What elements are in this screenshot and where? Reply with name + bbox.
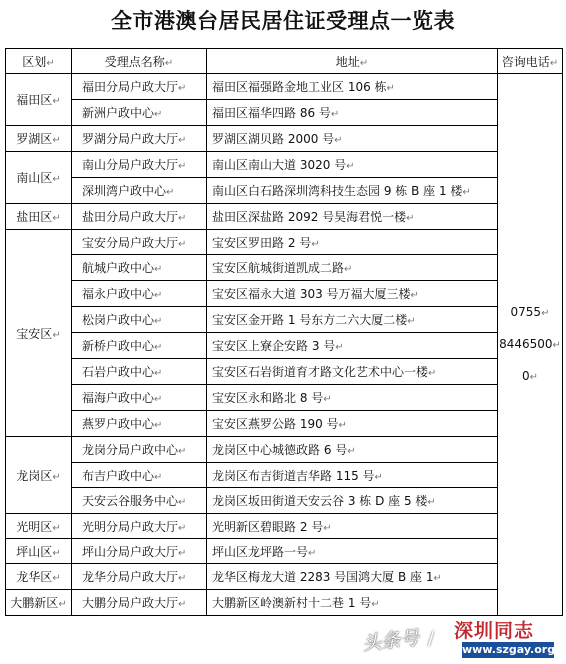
table-row xyxy=(6,100,563,126)
table-row xyxy=(6,152,563,178)
office-cell: 燕罗户政中心↵ xyxy=(72,411,207,437)
address-cell: 宝安区石岩街道育才路文化艺术中心一楼↵ xyxy=(207,359,498,385)
office-cell: 坪山分局户政大厅↵ xyxy=(72,539,207,564)
table-row xyxy=(6,74,563,100)
watermark-url: www.szgay.org xyxy=(462,643,556,656)
district-cell: 福田区↵ xyxy=(6,74,72,126)
address-cell: 福田区福强路金地工业区 106 栋↵ xyxy=(207,74,498,100)
address-cell: 罗湖区湖贝路 2000 号↵ xyxy=(207,126,498,152)
table-row xyxy=(6,230,563,255)
office-cell: 宝安分局户政大厅↵ xyxy=(72,230,207,255)
address-cell: 南山区白石路深圳湾科技生态园 9 栋 B 座 1 楼↵ xyxy=(207,178,498,204)
table-row xyxy=(6,178,563,204)
office-cell: 航城户政中心↵ xyxy=(72,255,207,281)
office-cell: 松岗户政中心↵ xyxy=(72,307,207,333)
address-cell: 宝安区上寮企安路 3 号↵ xyxy=(207,333,498,359)
address-cell: 坪山区龙坪路一号↵ xyxy=(207,539,498,564)
header-district: 区划↵ xyxy=(6,49,72,74)
address-cell: 宝安区罗田路 2 号↵ xyxy=(207,230,498,255)
phone-cell xyxy=(498,74,563,616)
office-cell: 布吉户政中心↵ xyxy=(72,463,207,488)
district-cell: 龙岗区↵ xyxy=(6,437,72,514)
phone-line: 0755↵ xyxy=(510,304,550,319)
office-cell: 南山分局户政大厅↵ xyxy=(72,152,207,178)
address-cell: 大鹏新区岭澳新村十二巷 1 号↵ xyxy=(207,590,498,616)
table-row xyxy=(6,307,563,333)
office-cell: 石岩户政中心↵ xyxy=(72,359,207,385)
watermark-name: 深圳同志 xyxy=(454,620,535,642)
district-cell: 大鹏新区↵ xyxy=(6,590,72,616)
header-address: 地址↵ xyxy=(207,49,498,74)
table-row xyxy=(6,204,563,230)
district-cell: 南山区↵ xyxy=(6,152,72,204)
district-cell: 龙华区↵ xyxy=(6,564,72,590)
address-cell: 宝安区金开路 1 号东方二六大厦二楼↵ xyxy=(207,307,498,333)
address-cell: 龙岗区坂田街道天安云谷 3 栋 D 座 5 楼↵ xyxy=(207,488,498,514)
address-cell: 南山区南山大道 3020 号↵ xyxy=(207,152,498,178)
address-cell: 龙岗区中心城德政路 6 号↵ xyxy=(207,437,498,463)
office-cell: 福永户政中心↵ xyxy=(72,281,207,307)
office-cell: 深圳湾户政中心↵ xyxy=(72,178,207,204)
table-row xyxy=(6,126,563,152)
office-cell: 天安云谷服务中心↵ xyxy=(72,488,207,514)
address-cell: 宝安区航城街道凯成二路↵ xyxy=(207,255,498,281)
office-cell: 盐田分局户政大厅↵ xyxy=(72,204,207,230)
office-cell: 新洲户政中心↵ xyxy=(72,100,207,126)
table-row xyxy=(6,333,563,359)
district-cell: 坪山区↵ xyxy=(6,539,72,564)
office-cell: 新桥户政中心↵ xyxy=(72,333,207,359)
address-cell: 光明新区碧眼路 2 号↵ xyxy=(207,514,498,539)
office-cell: 光明分局户政大厅↵ xyxy=(72,514,207,539)
table-row xyxy=(6,488,563,514)
page-title: 全市港澳台居民居住证受理点一览表 xyxy=(111,9,455,33)
address-cell: 宝安区燕罗公路 190 号↵ xyxy=(207,411,498,437)
district-cell: 罗湖区↵ xyxy=(6,126,72,152)
table-row xyxy=(6,463,563,488)
office-cell: 大鹏分局户政大厅↵ xyxy=(72,590,207,616)
watermark-source: 头条号 xyxy=(361,627,421,655)
table-row xyxy=(6,539,563,564)
office-cell: 龙华分局户政大厅↵ xyxy=(72,564,207,590)
address-cell: 宝安区永和路北 8 号↵ xyxy=(207,385,498,411)
table-row xyxy=(6,564,563,590)
office-cell: 福海户政中心↵ xyxy=(72,385,207,411)
office-cell: 罗湖分局户政大厅↵ xyxy=(72,126,207,152)
table-row xyxy=(6,359,563,385)
district-cell: 宝安区↵ xyxy=(6,230,72,437)
table-row xyxy=(6,281,563,307)
watermark-separator: / xyxy=(428,628,435,649)
address-cell: 宝安区福永大道 303 号万福大厦三楼↵ xyxy=(207,281,498,307)
district-cell: 盐田区↵ xyxy=(6,204,72,230)
table-row xyxy=(6,514,563,539)
address-cell: 盐田区深盐路 2092 号昊海君悦一楼↵ xyxy=(207,204,498,230)
watermark xyxy=(362,612,562,660)
acceptance-point-table xyxy=(5,48,563,616)
header-office: 受理点名称↵ xyxy=(72,49,207,74)
header-phone: 咨询电话↵ xyxy=(498,49,563,74)
table-row xyxy=(6,411,563,437)
address-cell: 龙华区梅龙大道 2283 号国鸿大厦 B 座 1↵ xyxy=(207,564,498,590)
table-row xyxy=(6,255,563,281)
table-row xyxy=(6,437,563,463)
address-cell: 福田区福华四路 86 号↵ xyxy=(207,100,498,126)
phone-line: 0↵ xyxy=(521,368,539,383)
district-cell: 光明区↵ xyxy=(6,514,72,539)
table-header-row xyxy=(6,49,563,74)
address-cell: 龙岗区布吉街道吉华路 115 号↵ xyxy=(207,463,498,488)
table-row xyxy=(6,385,563,411)
office-cell: 福田分局户政大厅↵ xyxy=(72,74,207,100)
phone-line: 8446500↵ xyxy=(499,336,561,351)
office-cell: 龙岗分局户政中心↵ xyxy=(72,437,207,463)
